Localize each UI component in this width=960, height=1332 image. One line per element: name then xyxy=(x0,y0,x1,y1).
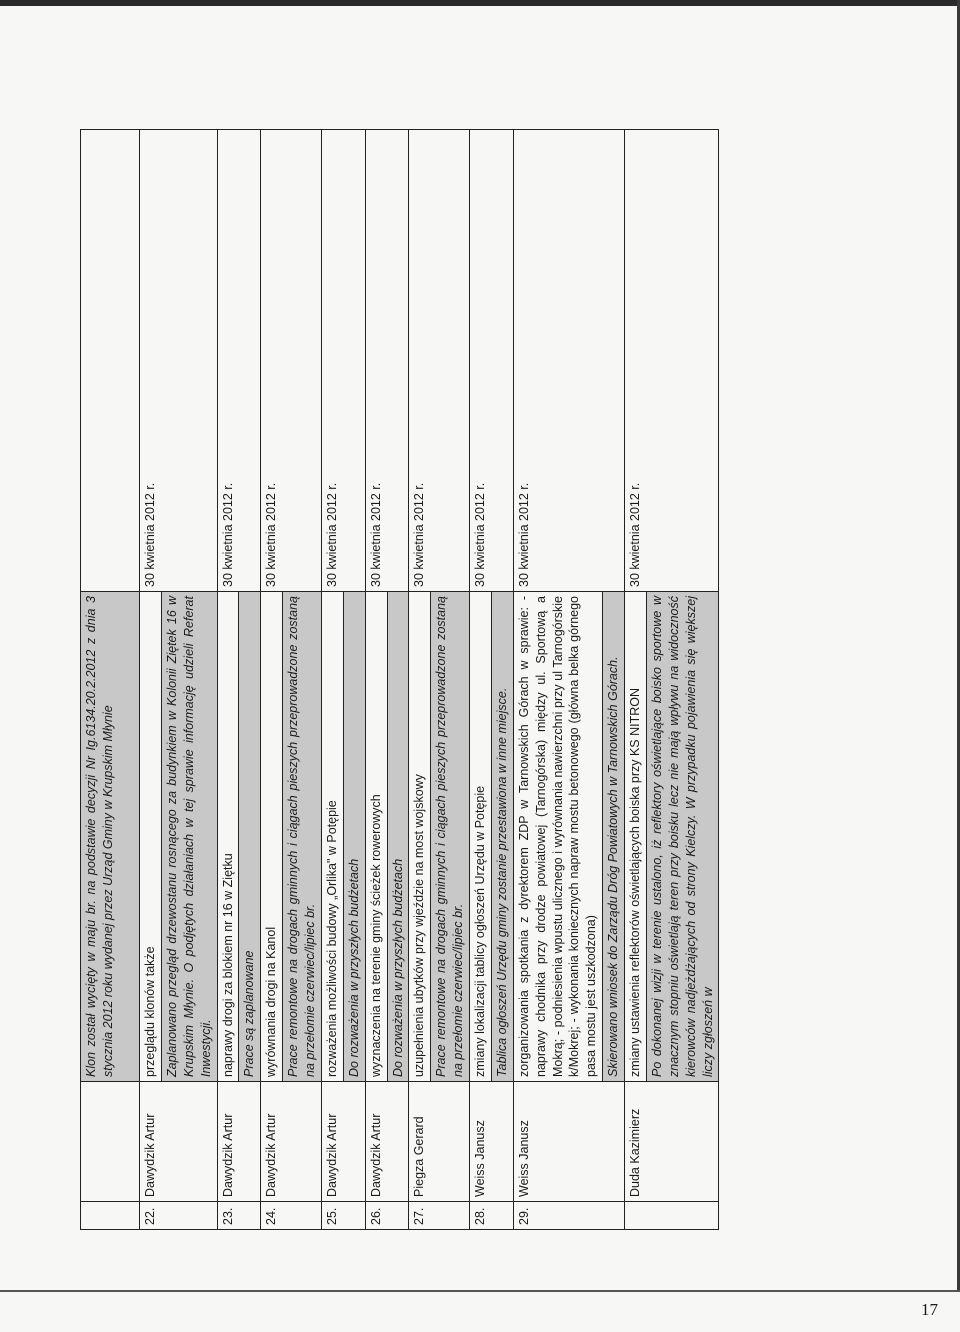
table-row xyxy=(217,130,239,1230)
councillor-name: Dawydzik Artur xyxy=(217,1082,261,1202)
table-row xyxy=(321,130,343,1230)
councillor-name: Weiss Janusz xyxy=(513,1082,624,1202)
response-date: 30 kwietnia 2012 r. xyxy=(217,130,261,592)
councillor-name: Piegza Gerard xyxy=(409,1082,470,1202)
row-number: 27. xyxy=(409,1202,470,1230)
response-date: 30 kwietnia 2012 r. xyxy=(470,130,514,592)
response-text: Klon został wycięty w maju br. na podstawie decyzji Nr Ig.6134.20.2.2012 z dnia 3 stycznia 2012 roku wydanej przez Urząd Gminy w Krupskim Młynie xyxy=(81,592,140,1082)
request-text: zorganizowania spotkania z dyrektorem ZDP w Tarnowskich Górach w sprawie: - naprawy chodnika przy drodze powiatowej (Tarnogórska) między ul. Sportową a Mokrą; - podniesienia wpustu ulicznego i wyrównania nawierzchni przy ul Tarnogórskie k/Mokrej; - wykonania koniecznych napraw mostu betonowego (główna belka górnego pasa mostu jest uszkodzona) xyxy=(513,592,602,1082)
table-row xyxy=(365,130,387,1230)
request-text: naprawy drogi za blokiem nr 16 w Ziętku xyxy=(217,592,239,1082)
page-number: 17 xyxy=(921,1300,938,1319)
response-text: Prace remontowe na drogach gminnych i ciągach pieszych przeprowadzone zostaną na przełomie czerwiec/lipiec br. xyxy=(283,592,322,1082)
response-text: Prace są zaplanowane xyxy=(239,592,261,1082)
response-text: Prace remontowe na drogach gminnych i ciągach pieszych przeprowadzone zostaną na przełomie czerwiec/lipiec br. xyxy=(431,592,470,1082)
scan-border-bottom xyxy=(0,1290,960,1292)
request-text: zmiany lokalizacji tablicy ogłoszeń Urzędu w Potępie xyxy=(470,592,492,1082)
request-text: przeglądu klonów także xyxy=(140,592,162,1082)
response-date: 30 kwietnia 2012 r. xyxy=(261,130,322,592)
response-date: 30 kwietnia 2012 r. xyxy=(321,130,365,592)
response-text: Po dokonanej wizji w terenie ustalono, iż reflektory oświetlające boisko sportowe w znacznym stopniu oświetlają teren przy boisku lecz nie mają wpływu na widoczność kierowców nadjeżdżających od strony Kielczy. W przypadku pojawienia się większej liczy zgłoszeń w xyxy=(646,592,719,1082)
request-text: uzupełnienia ubytków przy wjeździe na most wojskowy xyxy=(409,592,431,1082)
row-number: 26. xyxy=(365,1202,409,1230)
councillor-name: Duda Kazimierz xyxy=(625,1082,719,1202)
table-row xyxy=(625,130,647,1230)
councillor-name xyxy=(81,1082,140,1202)
councillor-name: Weiss Janusz xyxy=(470,1082,514,1202)
response-date: 30 kwietnia 2012 r. xyxy=(409,130,470,592)
request-text: rozważenia możliwości budowy „Orlika" w Potępie xyxy=(321,592,343,1082)
table-row xyxy=(470,130,492,1230)
row-number: 25. xyxy=(321,1202,365,1230)
response-date: 30 kwietnia 2012 r. xyxy=(140,130,218,592)
interpellation-table xyxy=(80,129,719,1230)
response-text: Tablica ogłoszeń Urzędu gminy zostanie przestawiona w inne miejsce. xyxy=(491,592,513,1082)
row-number: 28. xyxy=(470,1202,514,1230)
row-number: 23. xyxy=(217,1202,261,1230)
row-number: 24. xyxy=(261,1202,322,1230)
rotated-page-content xyxy=(80,10,880,1230)
response-text: Skierowano wniosek do Zarządu Dróg Powiatowych w Tarnowskich Górach. xyxy=(603,592,625,1082)
response-date xyxy=(81,130,140,592)
councillor-name: Dawydzik Artur xyxy=(140,1082,218,1202)
table-row xyxy=(140,130,162,1230)
request-text: zmiany ustawienia reflektorów oświetlających boiska przy KS NITRON xyxy=(625,592,647,1082)
councillor-name: Dawydzik Artur xyxy=(365,1082,409,1202)
response-text: Do rozważenia w przyszłych budżetach xyxy=(387,592,409,1082)
response-date: 30 kwietnia 2012 r. xyxy=(513,130,624,592)
councillor-name: Dawydzik Artur xyxy=(261,1082,322,1202)
row-number xyxy=(625,1202,719,1230)
response-date: 30 kwietnia 2012 r. xyxy=(625,130,719,592)
table-row xyxy=(81,130,140,1230)
row-number: 29. xyxy=(513,1202,624,1230)
response-date: 30 kwietnia 2012 r. xyxy=(365,130,409,592)
table-row xyxy=(409,130,431,1230)
request-text: wyznaczenia na terenie gminy ścieżek rowerowych xyxy=(365,592,387,1082)
response-text: Zaplanowano przegląd drzewostanu rosnącego za budynkiem w Kolonii Ziętek 16 w Krupskim Młynie. O podjętych działaniach w tej sprawie informację udzieli Referat Inwestycji. xyxy=(161,592,217,1082)
councillor-name: Dawydzik Artur xyxy=(321,1082,365,1202)
response-text: Do rozważenia w przyszłych budżetach xyxy=(343,592,365,1082)
row-number: 22. xyxy=(140,1202,218,1230)
row-number xyxy=(81,1202,140,1230)
scan-border-top xyxy=(0,0,960,6)
table-row xyxy=(261,130,283,1230)
request-text: wyrównania drogi na Kanol xyxy=(261,592,283,1082)
table-row xyxy=(513,130,602,1230)
